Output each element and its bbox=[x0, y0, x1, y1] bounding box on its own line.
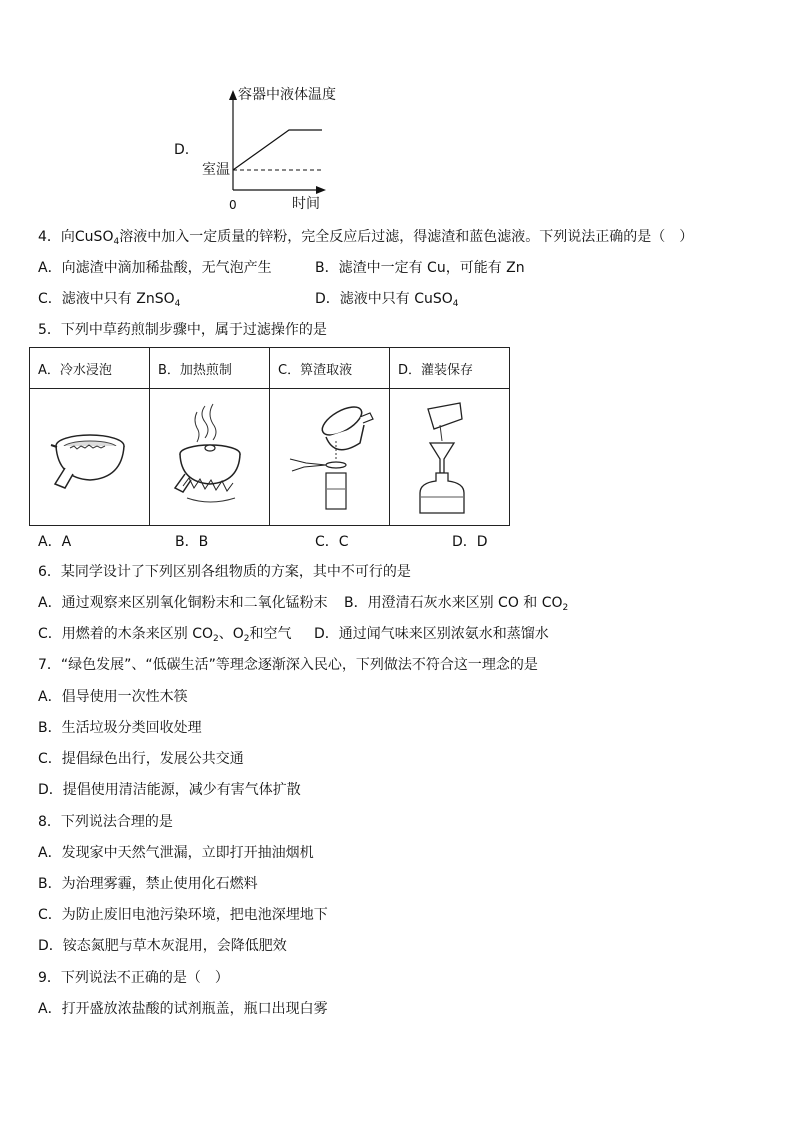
step-header-c: C．箅渣取液 bbox=[270, 348, 390, 389]
q7-option-a: A．倡导使用一次性木筷 bbox=[38, 689, 188, 705]
filtering-pot-image bbox=[280, 397, 380, 517]
q9-stem: 9．下列说法不正确的是（ ） bbox=[38, 970, 229, 986]
soaking-pot-image bbox=[45, 412, 135, 502]
graph-y-label: 容器中液体温度 bbox=[238, 87, 336, 103]
q5-stem: 5．下列中草药煎制步骤中，属于过滤操作的是 bbox=[38, 322, 327, 338]
bottling-image-cell bbox=[390, 389, 510, 526]
filtering-image-cell bbox=[270, 389, 390, 526]
y-axis-arrow bbox=[229, 90, 237, 100]
temperature-graph-svg bbox=[170, 84, 370, 216]
option-d-letter: D. bbox=[174, 142, 190, 158]
q4-option-b: B．滤渣中一定有 Cu，可能有 Zn bbox=[315, 260, 525, 276]
x-axis-arrow bbox=[316, 186, 326, 194]
boiling-pot-image bbox=[165, 402, 255, 512]
q7-option-b: B．生活垃圾分类回收处理 bbox=[38, 720, 202, 736]
step-header-a: A．冷水浸泡 bbox=[30, 348, 150, 389]
q4-option-c: C．滤液中只有 ZnSO$_4$ bbox=[38, 291, 181, 309]
q4-option-a: A．向滤渣中滴加稀盐酸，无气泡产生 bbox=[38, 260, 272, 276]
q8-option-b: B．为治理雾霾，禁止使用化石燃料 bbox=[38, 876, 258, 892]
graph-room-temp-label: 室温 bbox=[202, 162, 230, 178]
q4-stem: 4．向CuSO$_4$溶液中加入一定质量的锌粉，完全反应后过滤，得滤渣和蓝色滤液。下列说法正确的是（ ） bbox=[38, 229, 694, 247]
q8-option-a: A．发现家中天然气泄漏，立即打开抽油烟机 bbox=[38, 845, 314, 861]
step-header-b: B．加热煎制 bbox=[150, 348, 270, 389]
soaking-image-cell bbox=[30, 389, 150, 526]
q6-option-b: B．用澄清石灰水来区别 CO 和 $CO_2$ bbox=[344, 595, 569, 613]
q6-stem: 6．某同学设计了下列区别各组物质的方案，其中不可行的是 bbox=[38, 564, 411, 580]
herb-steps-table bbox=[29, 347, 510, 526]
graph-origin-label: 0 bbox=[229, 198, 237, 212]
boiling-image-cell bbox=[150, 389, 270, 526]
bottling-image bbox=[400, 397, 500, 517]
q6-option-a: A．通过观察来区别氧化铜粉末和二氧化锰粉末 bbox=[38, 595, 328, 611]
q7-stem: 7．“绿色发展”、“低碳生活”等理念逐渐深入民心，下列做法不符合这一理念的是 bbox=[38, 657, 538, 673]
q8-option-d: D．铵态氮肥与草木灰混用，会降低肥效 bbox=[38, 938, 287, 954]
graph-x-label: 时间 bbox=[292, 196, 320, 212]
temperature-line bbox=[233, 130, 322, 170]
q8-stem: 8．下列说法合理的是 bbox=[38, 814, 173, 830]
temperature-graph bbox=[170, 84, 370, 216]
q6-option-d: D．通过闻气味来区别浓氨水和蒸馏水 bbox=[314, 626, 549, 642]
q5-answer-a: A．A bbox=[38, 534, 72, 550]
q4-option-d: D．滤液中只有 CuSO$_4$ bbox=[315, 291, 459, 309]
q7-option-d: D．提倡使用清洁能源，减少有害气体扩散 bbox=[38, 782, 301, 798]
q5-answer-b: B．B bbox=[175, 534, 209, 550]
q5-answer-c: C．C bbox=[315, 534, 349, 550]
q6-option-c: C．用燃着的木条来区别 $CO_2$、$O_2$和空气 bbox=[38, 626, 292, 644]
q9-option-a: A．打开盛放浓盐酸的试剂瓶盖，瓶口出现白雾 bbox=[38, 1001, 328, 1017]
q5-answer-d: D．D bbox=[452, 534, 488, 550]
step-header-d: D．灌装保存 bbox=[390, 348, 510, 389]
q7-option-c: C．提倡绿色出行，发展公共交通 bbox=[38, 751, 244, 767]
q8-option-c: C．为防止废旧电池污染环境，把电池深埋地下 bbox=[38, 907, 328, 923]
